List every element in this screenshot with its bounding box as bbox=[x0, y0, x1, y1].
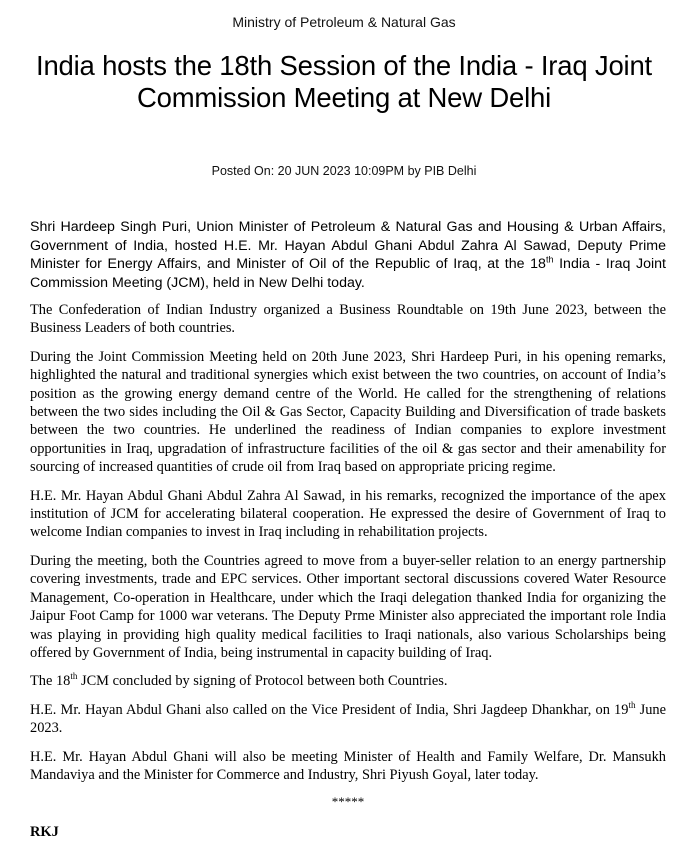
posted-on: Posted On: 20 JUN 2023 10:09PM by PIB Delhi bbox=[211, 164, 477, 178]
paragraph-later-meetings: H.E. Mr. Hayan Abdul Ghani will also be meeting Minister of Health and Family Welfare, Dr. Mansukh Mandaviya and the Minister for Commerce and Industry, Shri Piyush Goyal, later today. bbox=[30, 748, 666, 783]
paragraph-business-roundtable: The Confederation of Indian Industry organized a Business Roundtable on 19th June 2023, between the Business Leaders of both countries. bbox=[30, 302, 666, 337]
signature: RKJ bbox=[30, 824, 59, 841]
paragraph-iraq-remarks: H.E. Mr. Hayan Abdul Ghani Abdul Zahra Al Sawad, in his remarks, recognized the importance of the apex institution of JCM for accelerating bilateral cooperation. He expressed the desire of Government of Iraq to welcome Indian companies to invest in Iraq including in rehabilitation projects. bbox=[30, 487, 666, 541]
article-body bbox=[30, 218, 666, 841]
separator: ***** bbox=[331, 794, 365, 810]
page-title: India hosts the 18th Session of the India - Iraq Joint Commission Meeting at New Delhi bbox=[36, 50, 652, 113]
vp-text-1: H.E. Mr. Hayan Abdul Ghani also called on the Vice President of India, Shri Jagdeep Dhankhar, on 19 bbox=[30, 701, 629, 718]
protocol-text-2: JCM concluded by signing of Protocol between both Countries. bbox=[77, 673, 448, 690]
lead-text-2: India - Iraq Joint Commission Meeting (JCM), held in New Delhi today. bbox=[30, 256, 666, 291]
protocol-text-1: The 18 bbox=[30, 673, 71, 690]
paragraph-protocol bbox=[30, 672, 666, 690]
lead-ordinal-suffix: th bbox=[545, 254, 554, 265]
ministry-name: Ministry of Petroleum & Natural Gas bbox=[232, 14, 456, 30]
lead-text-1: Shri Hardeep Singh Puri, Union Minister of Petroleum & Natural Gas and Housing & Urban Affairs, Government of India, hosted H.E. Mr. Hayan Abdul Ghani Abdul Zahra Al Sawad, Deputy Prime Minister for Energy Affairs, and Minister of Oil of the Republic of Iraq, at the 18 bbox=[30, 219, 666, 272]
paragraph-vice-president bbox=[30, 701, 666, 738]
protocol-ordinal-suffix: th bbox=[70, 671, 78, 682]
paragraph-opening-remarks: During the Joint Commission Meeting held on 20th June 2023, Shri Hardeep Puri, in his opening remarks, highlighted the natural and traditional synergies which exist between the two countries, on account of India’s position as the growing energy demand centre of the World. He called for the strengthening of relations between the two sides including the Oil & Gas Sector, Capacity Building and Diversification of trade baskets between the two countries. He underlined the readiness of Indian companies to explore investment opportunities in Iraq, upgradation of infrastructure facilities of the oil & gas sector and their amenability for sourcing of increased quantities of crude oil from Iraq based on appropriate pricing regime. bbox=[30, 348, 666, 476]
lead-paragraph bbox=[30, 218, 666, 292]
vp-ordinal-suffix: th bbox=[628, 699, 636, 710]
paragraph-energy-partnership: During the meeting, both the Countries agreed to move from a buyer-seller relation to an energy partnership covering investments, trade and EPC services. Other important sectoral discussions covered Water Resource Management, Co-operation in Healthcare, under which the Iraqi delegation thanked India for organizing the Jaipur Foot Camp for 1000 war veterans. The Deputy Prme Minister also appreciated the important role India was playing in providing high quality medical facilities to Iraqi nationals, also various Scholarships being offered by Government of India, being instrumental in capacity building of Iraq. bbox=[30, 552, 666, 661]
vp-text-2: June 2023. bbox=[30, 701, 666, 737]
